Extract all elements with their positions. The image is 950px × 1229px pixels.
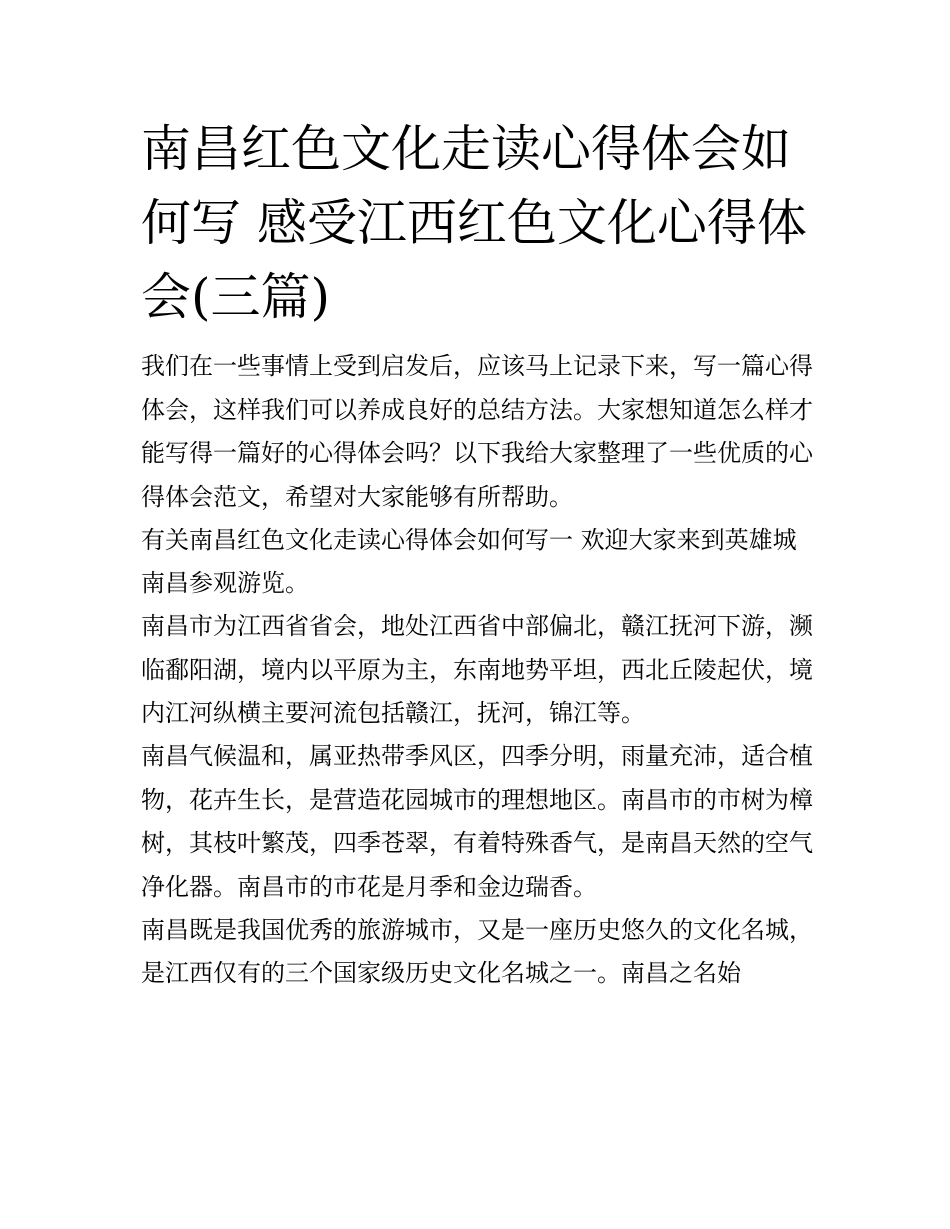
paragraph-climate: 南昌气候温和，属亚热带季风区，四季分明，雨量充沛，适合植物，花卉生长，是营造花园城市的理想地区。南昌市的市树为樟树，其枝叶繁茂，四季苍翠，有着特殊香气，是南昌天然的空气净化器。南昌市的市花是月季和金边瑞香。 bbox=[141, 742, 813, 901]
document-body bbox=[141, 345, 813, 996]
document-content bbox=[141, 112, 813, 995]
paragraph-section-heading: 有关南昌红色文化走读心得体会如何写一 欢迎大家来到英雄城南昌参观游览。 bbox=[141, 525, 797, 597]
paragraph-intro: 我们在一些事情上受到启发后，应该马上记录下来，写一篇心得体会，这样我们可以养成良好的总结方法。大家想知道怎么样才能写得一篇好的心得体会吗？以下我给大家整理了一些优质的心得体会范文，希望对大家能够有所帮助。 bbox=[141, 352, 813, 511]
paragraph-history: 南昌既是我国优秀的旅游城市，又是一座历史悠久的文化名城，是江西仅有的三个国家级历史文化名城之一。南昌之名始 bbox=[141, 915, 813, 987]
paragraph-geography: 南昌市为江西省省会，地处江西省中部偏北，赣江抚河下游，濒临鄱阳湖，境内以平原为主，东南地势平坦，西北丘陵起伏，境内江河纵横主要河流包括赣江，抚河，锦江等。 bbox=[141, 612, 813, 727]
document-title: 南昌红色文化走读心得体会如何写 感受江西红色文化心得体会(三篇) bbox=[141, 120, 807, 326]
